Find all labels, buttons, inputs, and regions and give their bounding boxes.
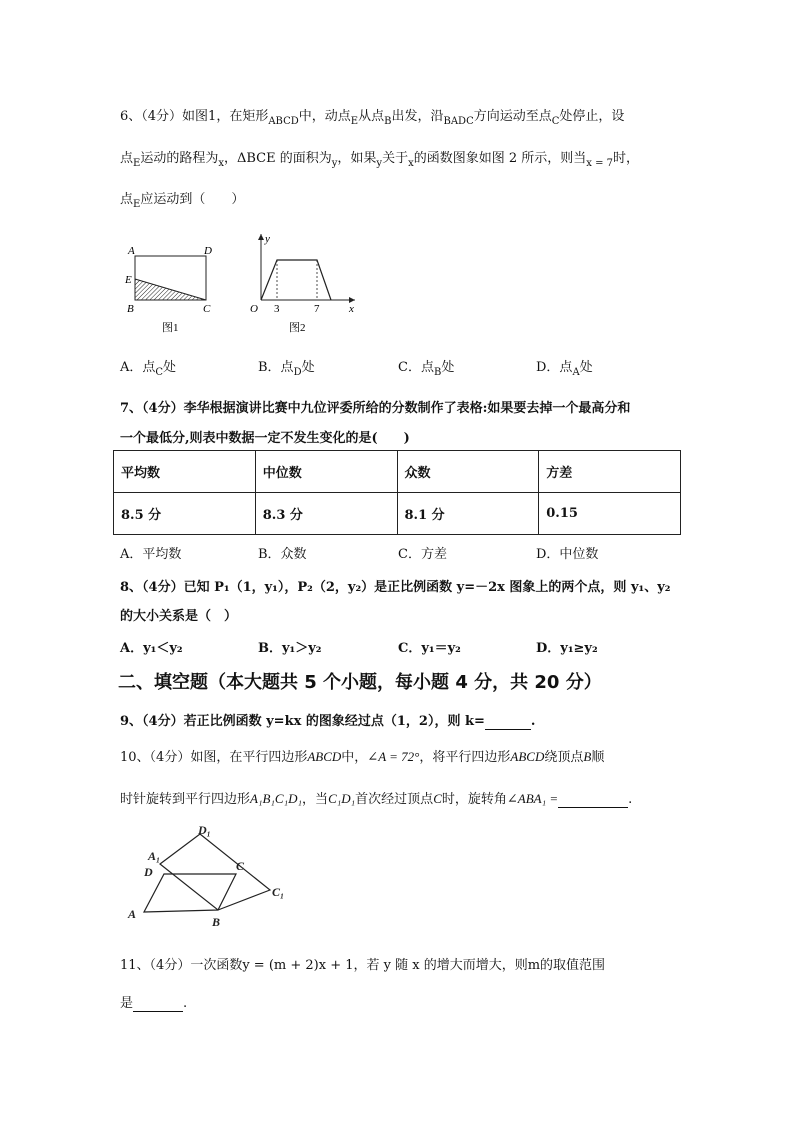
q8-option-b[interactable]: B．y₁＞y₂	[258, 641, 322, 656]
label-b: B	[212, 915, 221, 929]
q10-figure	[122, 822, 292, 934]
table-header-cell: 方差	[539, 451, 681, 493]
q6-figure2	[235, 228, 360, 338]
q7-option-a[interactable]: A．平均数	[120, 547, 182, 562]
graph-line	[261, 260, 331, 300]
q9-answer-blank[interactable]	[485, 714, 531, 730]
q7-line2: 一个最低分,则表中数据一定不发生变化的是( )	[120, 431, 410, 446]
table-row	[114, 493, 681, 535]
q6-option-a[interactable]: A．点$_C$处	[120, 360, 177, 378]
table-cell: 0.15	[539, 493, 681, 535]
q10-line1: 10、（4分）如图，在平行四边形ABCD中，∠A = 72°，将平行四边形ABCD绕顶点B顺	[120, 749, 605, 765]
parallelogram-a1b1c1d1	[160, 834, 270, 910]
q11-line2: 是 .	[120, 996, 188, 1011]
table-cell: 8.5 分	[114, 493, 256, 535]
triangle-bce	[135, 279, 206, 300]
table-header-cell: 平均数	[114, 451, 256, 493]
label-d: D	[144, 865, 153, 879]
parallelogram-abcd	[144, 874, 236, 912]
tick-3: 3	[274, 303, 280, 315]
axis-label-y: y	[265, 233, 270, 245]
q10-answer-blank[interactable]	[558, 792, 628, 808]
q11-answer-blank[interactable]	[133, 996, 183, 1012]
q7-stats-table	[113, 450, 681, 535]
label-e: E	[125, 274, 132, 286]
table-cell: 8.3 分	[255, 493, 397, 535]
label-c: C	[236, 859, 245, 873]
label-a1: A₁	[148, 849, 161, 863]
fig2-caption: 图2	[289, 322, 306, 334]
q8-line2: 的大小关系是（ ）	[120, 609, 238, 624]
q7-option-b[interactable]: B．众数	[258, 547, 307, 562]
label-c1: C₁	[272, 885, 285, 899]
table-header-cell: 众数	[397, 451, 539, 493]
label-a: A	[128, 907, 137, 921]
q10-line2: 时针旋转到平行四边形A₁B₁C₁D₁，当C₁D₁首次经过顶点C时，旋转角∠ABA₁ = .	[120, 791, 633, 807]
table-header-cell: 中位数	[255, 451, 397, 493]
label-c: C	[203, 303, 211, 315]
q8-option-a[interactable]: A．y₁＜y₂	[120, 641, 183, 656]
q6-line2: 点$_E$运动的路程为$_x$，ΔBCE 的面积为$_y$，如果$_y$关于$_x$的函数图象如图 2 所示，则当$_{x = 7}$时，	[120, 151, 640, 169]
label-a: A	[128, 245, 135, 257]
tick-7: 7	[314, 303, 320, 315]
origin-label: O	[250, 303, 258, 315]
section-title: 二、填空题（本大题共 5 个小题，每小题 4 分，共 20 分）	[118, 672, 602, 693]
table-header-row	[114, 451, 681, 493]
q6-option-c[interactable]: C．点$_B$处	[398, 360, 455, 378]
q9-line: 9、（4分）若正比例函数 y=kx 的图象经过点（1，2），则 k= .	[120, 714, 536, 729]
q7-option-c[interactable]: C．方差	[398, 547, 447, 562]
label-d1: D₁	[198, 823, 211, 837]
table-cell: 8.1 分	[397, 493, 539, 535]
label-d: D	[204, 245, 212, 257]
q7-line1: 7、（4分）李华根据演讲比赛中九位评委所给的分数制作了表格:如果要去掉一个最高分和	[120, 401, 631, 416]
axis-label-x: x	[349, 303, 354, 315]
y-axis-arrow-icon	[258, 234, 264, 240]
q8-option-d[interactable]: D．y₁≥y₂	[536, 641, 598, 656]
q6-line1: 6、（4分）如图1，在矩形$_{ABCD}$中，动点$_E$从点$_B$出发，沿$_{BADC}$方向运动至点$_C$处停止，设	[120, 109, 625, 127]
fig1-caption: 图1	[162, 322, 179, 334]
q11-line1: 11、（4分）一次函数y = (m + 2)x + 1，若 y 随 x 的增大而增大，则m的取值范围	[120, 958, 606, 973]
q6-option-d[interactable]: D．点$_A$处	[536, 360, 593, 378]
q7-option-d[interactable]: D．中位数	[536, 547, 599, 562]
q6-option-b[interactable]: B．点$_D$处	[258, 360, 315, 378]
q8-line1: 8、（4分）已知 P₁（1，y₁），P₂（2，y₂）是正比例函数 y=－2x 图象上的两个点，则 y₁、y₂	[120, 580, 671, 595]
q8-option-c[interactable]: C．y₁＝y₂	[398, 641, 461, 656]
label-b: B	[127, 303, 134, 315]
q6-line3: 点$_E$应运动到（ ）	[120, 192, 245, 210]
q6-figure1	[118, 238, 228, 338]
